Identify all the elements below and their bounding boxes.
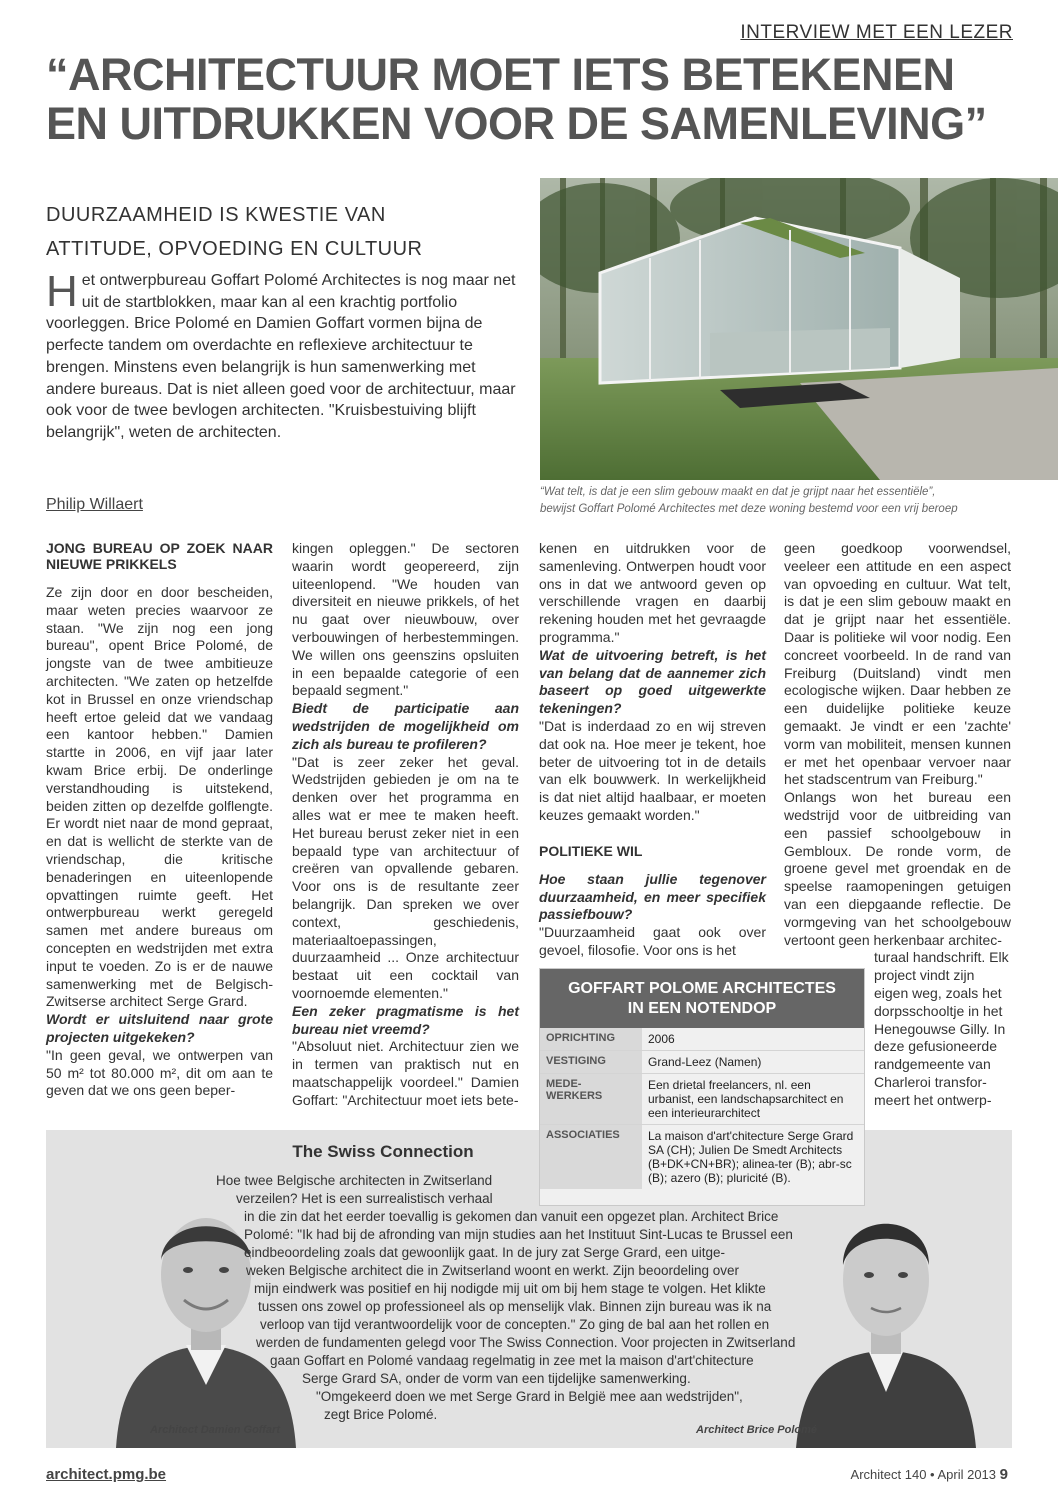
issue-text: Architect 140 • April 2013	[850, 1467, 997, 1482]
footer-issue-info	[851, 1466, 1008, 1483]
wrapped-line: dorpsschooltje in het	[874, 1002, 1003, 1019]
wrapped-line: project vindt zijn	[874, 967, 975, 984]
subhead-line-2: ATTITUDE, OPVOEDING EN CULTUUR	[46, 238, 423, 260]
wrapped-line: deze gefusioneerde	[874, 1038, 997, 1055]
fact-value: Een drietal freelancers, nl. een urbanist, een landschapsarchitect en een interieurarchitect	[648, 1078, 844, 1120]
swiss-connection-box	[46, 1130, 1012, 1448]
fact-label: VESTIGING	[540, 1051, 642, 1073]
fact-row	[540, 1074, 864, 1125]
fact-value: La maison d'art'chitecture Serge Grard SA (CH); Julien De Smedt Architects (B+DK+CN+BR); alinea-ter (B); abr-sc (B); azero (B); pluricité (B).	[648, 1129, 854, 1185]
author-byline[interactable]: Philip Willaert	[46, 496, 143, 513]
fact-label: OPRICHTING	[540, 1028, 642, 1050]
story-line: Polomé: "Ik had bij de afronding van mijn studies aan het Instituut Sint-Lucas te Brussel een	[244, 1227, 793, 1242]
story-line: eindbeoordeling zoals dat gewoonlijk gaat. In de jury zat Serge Grard, een uitge-	[244, 1245, 726, 1260]
body-paragraph: "Dat is zeer zeker het geval. Wedstrijden gebieden je om na te denken over het programma en alles wat er mee te maken heeft. Het bureau berust zeker niet in een bepaald type van architectuur of creëren van opvallende gebaren. Voor ons is de resultante zeer belangrijk. Dan spreken we over context, geschiedenis, materiaaltoepassingen, duurzaamheid ... Onze architectuur bestaat uit een cocktail van voornoemde elementen."	[292, 753, 519, 1001]
body-paragraph: "Absoluut niet. Architectuur zien we in termen van praktisch nut en maatschappelijk voordeel." Damien Goffart: "Architectuur moet iets bete-	[292, 1038, 519, 1108]
fact-row	[540, 1051, 864, 1074]
interview-question: Biedt de participatie aan wedstrijden de mogelijkheid om zich als bureau te profileren?	[292, 700, 519, 752]
wrapped-line: Charleroi transfor-	[874, 1073, 987, 1090]
interview-question: Wordt er uitsluitend naar grote projecten uitgekeken?	[46, 1011, 273, 1045]
wrapped-line: meert het ontwerp-	[874, 1091, 992, 1108]
story-line: weken Belgische architect die in Zwitserland woont en werkt. Zijn beoordeling over	[246, 1263, 740, 1278]
fact-box-title-line-1: GOFFART POLOME ARCHITECTES	[568, 980, 836, 997]
fact-value: 2006	[648, 1032, 675, 1046]
photo-caption	[540, 484, 1050, 518]
article-column-2	[292, 540, 519, 1110]
wrapped-line: randgemeente van	[874, 1056, 991, 1073]
fact-box-title	[540, 969, 864, 1028]
wrapped-line: Henegouwse Gilly. In	[874, 1020, 1006, 1037]
story-line: werden de fundamenten gelegd voor The Swiss Connection. Voor projecten in Zwitserland	[256, 1335, 796, 1350]
intro-paragraph	[46, 267, 520, 444]
interview-question: Wat de uitvoering betreft, is het van belang dat de aannemer zich baseert op goed uitgewerkte tekeningen?	[539, 646, 766, 717]
page-number: 9	[999, 1466, 1008, 1483]
body-paragraph: Ze zijn door en door bescheiden, maar weten precies waarvoor ze staan. "We zijn nog een jong bureau", opent Brice Polomé, de jongste van de twee ambitieuze architecten. "We zaten op hetzelfde kot in Brussel en onze vriendschap heeft ertoe geleid dat we vandaag een kantoor hebben." Damien startte in 2006, en vijf jaar later kwam Brice erbij. De onderlinge verstandhouding is uitstekend, beiden zitten op dezelfde golflengte. Er wordt niet naar de mond gepraat, en dat is wellicht de sterkte van de vriendschap, die kritische benaderingen en uiteenlopende opvattingen ruimte geeft. Het ontwerpbureau werkt geregeld samen met andere bureaus om concepten en wedstrijden met extra input te voeden. Zo is er de nauwe samenwerking met de Belgisch-Zwitserse architect Serge Grard.	[46, 584, 273, 1010]
article-column-1	[46, 540, 273, 1100]
box-title: The Swiss Connection	[292, 1142, 474, 1161]
intro-text: et ontwerpbureau Goffart Polomé Architectes is nog maar net uit de startblokken, maar kan al een krachtig portfolio voorleggen. Brice Polomé en Damien Goffart vormen bijna de perfecte tandem om overdachte en reflexieve architectuur te brengen. Minstens even belangrijk is hun samenwerking met andere bureaus. Dat is niet alleen goed voor de architectuur, maar ook voor de twee bevlogen architecten. "Kruisbestuiving blijft belangrijk", weten de architecten.	[46, 272, 516, 441]
portrait-brice-polome-icon	[791, 1170, 981, 1448]
portrait-caption-left: Architect Damien Goffart	[150, 1424, 280, 1436]
story-line: gaan Goffart en Polomé vandaag regelmatig in zee met la maison d'art'chitecture	[270, 1353, 754, 1368]
footer-website-link[interactable]: architect.pmg.be	[46, 1466, 167, 1483]
body-paragraph: "In geen geval, we ontwerpen van 50 m² tot 80.000 m², dit om aan te geven dat we ons geen beper-	[46, 1046, 273, 1099]
body-paragraph: "Dat is inderdaad zo en wij streven dat ook na. Hoe meer je tekent, hoe beter de uitvoering tot in de details van elk bouwwerk. In werkelijkheid is dat niet altijd haalbaar, er moeten keuzes gemaakt worden."	[539, 717, 766, 823]
body-paragraph: kenen en uitdrukken voor de samenleving. Ontwerpen houdt voor ons in dat we antwoord geven op verschillende vragen en daarbij rekening houden met het gevraagde programma."	[539, 540, 766, 645]
house-render-icon	[540, 178, 1058, 480]
wrapped-line: eigen weg, zoals het	[874, 984, 1002, 1001]
subhead-line-1: DUURZAAMHEID IS KWESTIE VAN	[46, 204, 386, 226]
story-line: mijn eindwerk was positief en hij nodigde mij uit om bij hem stage te volgen. Het klikte	[254, 1281, 766, 1296]
section-heading: JONG BUREAU OP ZOEK NAAR NIEUWE PRIKKELS	[46, 540, 273, 572]
story-line: verzeilen? Het is een surrealistisch verhaal	[236, 1191, 493, 1206]
fact-label: MEDE-WERKERS	[540, 1074, 642, 1124]
portrait-caption-right: Architect Brice Polomé	[696, 1424, 818, 1436]
page-headline	[46, 50, 1036, 148]
interview-question: Een zeker pragmatisme is het bureau niet vreemd?	[292, 1002, 519, 1037]
story-line: in die zin dat het eerder toevallig is gekomen dan vanuit een opgezet plan. Architect Brice	[244, 1209, 779, 1224]
story-line: Serge Grard SA, onder de vorm van een tijdelijke samenwerking.	[302, 1371, 691, 1386]
fact-box-title-line-2: IN EEN NOTENDOP	[627, 1000, 777, 1017]
interview-question: Hoe staan jullie tegenover duurzaamheid, en meer specifiek passiefbouw?	[539, 870, 766, 923]
fact-value: Grand-Leez (Namen)	[648, 1055, 762, 1069]
story-line: tussen ons zowel op professioneel als op menselijk vlak. Binnen zijn bureau was ik na	[258, 1299, 772, 1314]
body-paragraph: "Duurzaamheid gaat ook over gevoel, filosofie. Voor ons is het	[539, 924, 766, 958]
drop-cap: H	[46, 267, 78, 316]
body-paragraph: geen goedkoop voorwendsel, veeleer een attitude en een aspect van opvoeding en cultuur. Wat telt, is dat je een slim gebouw maakt en dat je grijpt naar het essentiële. Daar is politieke wil voor nodig. Een concreet voorbeeld. In de rand van Freiburg (Duitsland) vindt men ecologische wijken. Daar hebben ze een duidelijke politieke keuze gemaakt. Je vindt er een 'zachte' vorm van mobiliteit, mensen kunnen er met het openbaar vervoer naar het stadscentrum van Freiburg."	[784, 540, 1011, 788]
fact-box	[539, 968, 865, 1206]
story-line: Hoe twee Belgische architecten in Zwitserland	[216, 1173, 493, 1188]
subheadline	[46, 198, 516, 266]
article-column-3	[539, 540, 766, 960]
fact-row	[540, 1028, 864, 1051]
fact-label: ASSOCIATIES	[540, 1125, 642, 1189]
wrapped-line: turaal handschrift. Elk	[874, 949, 1009, 966]
story-line: zegt Brice Polomé.	[324, 1407, 438, 1422]
caption-line-1: “Wat telt, is dat je een slim gebouw maakt en dat je grijpt naar het essentiële”,	[540, 486, 936, 498]
section-heading: POLITIEKE WIL	[539, 842, 643, 859]
caption-line-2: bewijst Goffart Polomé Architectes met deze woning bestemd voor een vrij beroep	[540, 503, 958, 515]
fact-row	[540, 1125, 864, 1189]
section-kicker: INTERVIEW MET EEN LEZER	[740, 22, 1013, 43]
house-render-image	[540, 178, 1058, 480]
story-line: "Omgekeerd doen we met Serge Grard in België mee aan wedstrijden",	[316, 1389, 743, 1404]
story-line: verloop van tijd verantwoordelijk voor de concepten." Zo ging de bal aan het rollen en	[260, 1317, 770, 1332]
body-paragraph: kingen opleggen." De sectoren waarin wordt geopereerd, zijn uiteenlopend. "We houden van diversiteit en nieuwe prikkels, of het nu gaat over nieuwbouw, over verbouwingen of herbestemmingen. We willen ons geenszins opsluiten in een bepaalde categorie of een bepaald segment."	[292, 540, 519, 699]
body-paragraph: Onlangs won het bureau een wedstrijd voor de uitbreiding van een passief schoolgebouw in Gembloux. De ronde vorm, de groene gevel met groendak en de speelse raamopeningen getuigen van een diepgaande reflectie. De vormgeving van het schoolgebouw vertoont geen herkenbaar architec-	[784, 789, 1011, 948]
headline-line-2: EN UITDRUKKEN VOOR DE SAMENLEVING”	[46, 98, 987, 149]
headline-line-1: “ARCHITECTUUR MOET IETS BETEKENEN	[46, 49, 955, 100]
